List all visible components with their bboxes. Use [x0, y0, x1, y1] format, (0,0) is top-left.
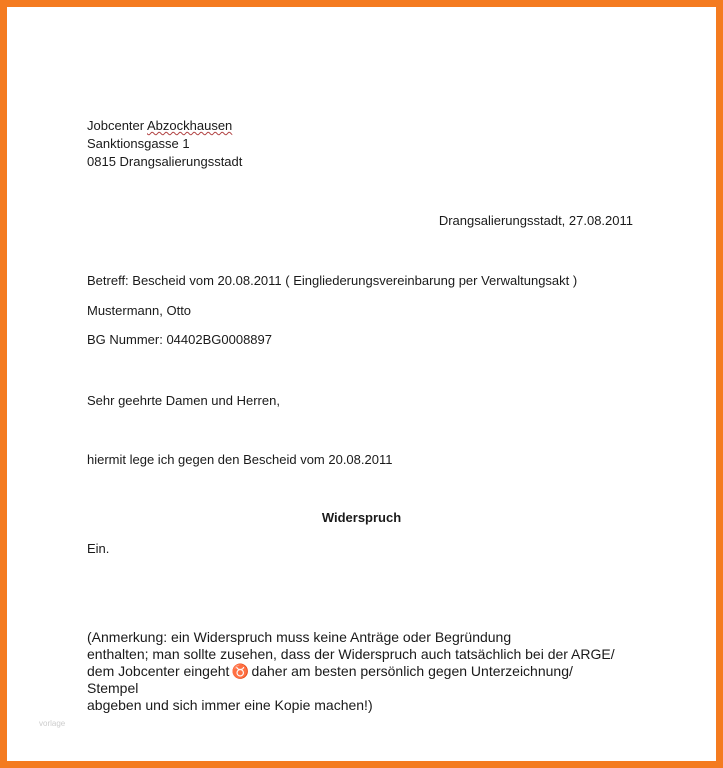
- note-line-3a: dem Jobcenter eingeht: [87, 663, 230, 679]
- note-line-5: abgeben und sich immer eine Kopie machen!): [87, 697, 373, 713]
- person-name: Mustermann, Otto: [87, 303, 192, 318]
- recipient-name-prefix: Jobcenter: [87, 118, 145, 133]
- taurus-glyph-icon: ♉: [231, 663, 250, 679]
- intro-text: hiermit lege ich gegen den Bescheid vom 20.08.2011: [87, 452, 393, 467]
- note-line-4: Stempel: [87, 680, 139, 696]
- salutation: Sehr geehrte Damen und Herren,: [87, 393, 280, 408]
- note-line-3: [87, 663, 615, 680]
- note-line-2: enthalten; man sollte zusehen, dass der Widerspruch auch tatsächlich bei der ARGE/: [87, 646, 615, 662]
- ein-text: Ein.: [87, 541, 110, 556]
- recipient-address: [87, 117, 242, 171]
- recipient-name-misspelled: Abzockhausen: [147, 118, 233, 133]
- bg-number: BG Nummer: 04402BG0008897: [87, 332, 272, 347]
- subject-line: Betreff: Bescheid vom 20.08.2011 ( Eingliederungsvereinbarung per Verwaltungsakt ): [87, 273, 578, 288]
- document-page: [7, 7, 716, 761]
- annotation-note: [87, 629, 615, 714]
- recipient-street: Sanktionsgasse 1: [87, 136, 190, 151]
- recipient-city: 0815 Drangsalierungsstadt: [87, 154, 243, 169]
- watermark: vorlage: [39, 719, 66, 728]
- heading-widerspruch: Widerspruch: [321, 510, 402, 525]
- recipient-name: [87, 117, 242, 135]
- note-line-1: (Anmerkung: ein Widerspruch muss keine Anträge oder Begründung: [87, 629, 512, 645]
- date-line: Drangsalierungsstadt, 27.08.2011: [438, 213, 633, 228]
- note-line-3b: daher am besten persönlich gegen Unterzeichnung/: [251, 663, 573, 679]
